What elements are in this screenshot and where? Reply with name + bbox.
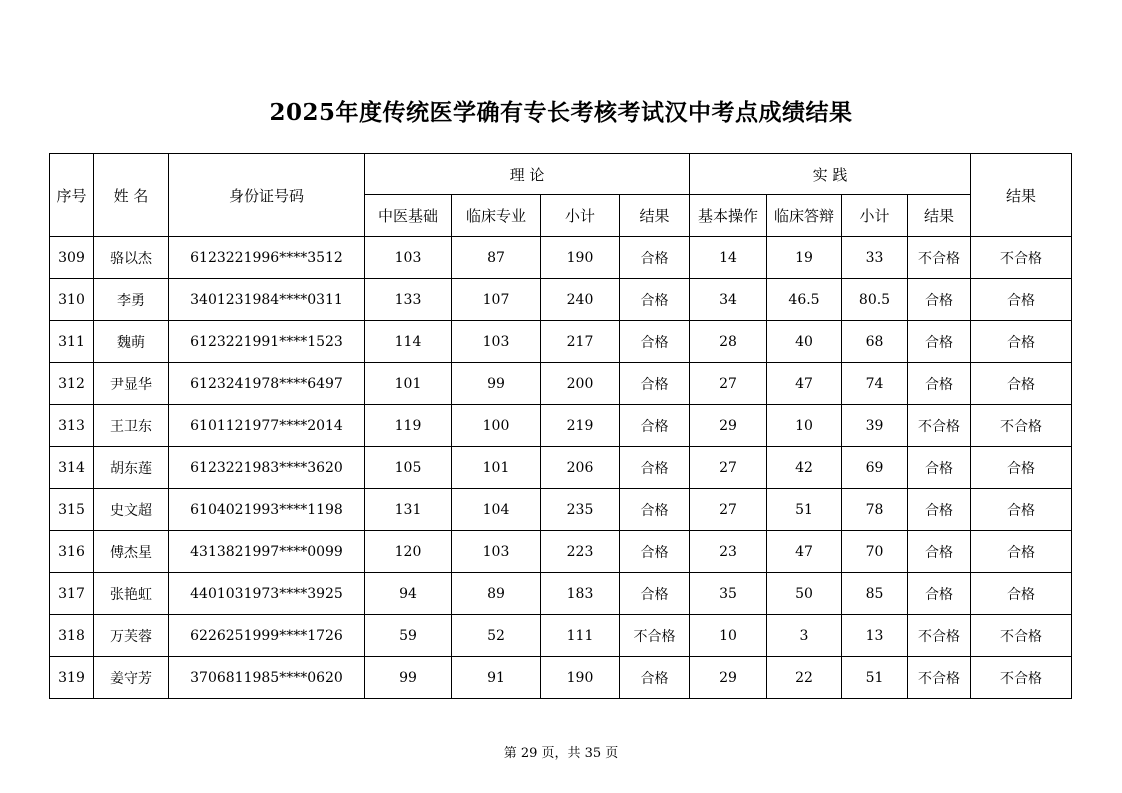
cell-practice-operation: 28 <box>690 321 767 363</box>
cell-practice-result: 合格 <box>908 489 971 531</box>
cell-practice-defense: 10 <box>767 405 842 447</box>
cell-practice-subtotal: 33 <box>842 237 908 279</box>
cell-theory-basic: 119 <box>365 405 452 447</box>
cell-theory-clinical: 52 <box>452 615 541 657</box>
cell-name: 王卫东 <box>94 405 169 447</box>
cell-seq: 318 <box>50 615 94 657</box>
header-theory: 理 论 <box>365 154 690 195</box>
table-row <box>50 321 1072 363</box>
cell-seq: 319 <box>50 657 94 699</box>
cell-theory-basic: 59 <box>365 615 452 657</box>
cell-practice-result: 不合格 <box>908 615 971 657</box>
cell-name: 张艳虹 <box>94 573 169 615</box>
cell-practice-subtotal: 13 <box>842 615 908 657</box>
cell-theory-result: 合格 <box>620 321 690 363</box>
header-final-result: 结果 <box>971 154 1072 237</box>
cell-name: 万芙蓉 <box>94 615 169 657</box>
cell-practice-defense: 46.5 <box>767 279 842 321</box>
cell-theory-basic: 133 <box>365 279 452 321</box>
cell-final-result: 不合格 <box>971 237 1072 279</box>
cell-name: 魏萌 <box>94 321 169 363</box>
cell-practice-result: 合格 <box>908 321 971 363</box>
cell-theory-result: 合格 <box>620 573 690 615</box>
cell-id: 4313821997****0099 <box>169 531 365 573</box>
cell-theory-clinical: 100 <box>452 405 541 447</box>
header-theory-clinical: 临床专业 <box>452 195 541 237</box>
cell-practice-operation: 34 <box>690 279 767 321</box>
cell-theory-basic: 114 <box>365 321 452 363</box>
cell-name: 尹显华 <box>94 363 169 405</box>
header-name: 姓 名 <box>94 154 169 237</box>
cell-theory-result: 合格 <box>620 447 690 489</box>
cell-practice-subtotal: 69 <box>842 447 908 489</box>
cell-theory-basic: 103 <box>365 237 452 279</box>
cell-theory-clinical: 107 <box>452 279 541 321</box>
cell-theory-clinical: 104 <box>452 489 541 531</box>
header-theory-basic: 中医基础 <box>365 195 452 237</box>
cell-practice-operation: 29 <box>690 657 767 699</box>
cell-theory-subtotal: 240 <box>541 279 620 321</box>
cell-practice-subtotal: 68 <box>842 321 908 363</box>
cell-final-result: 不合格 <box>971 615 1072 657</box>
page-number: 第 29 页，共 35 页 <box>503 746 619 761</box>
cell-theory-subtotal: 206 <box>541 447 620 489</box>
table-row <box>50 531 1072 573</box>
cell-theory-subtotal: 200 <box>541 363 620 405</box>
cell-name: 姜守芳 <box>94 657 169 699</box>
cell-practice-result: 不合格 <box>908 657 971 699</box>
cell-practice-defense: 42 <box>767 447 842 489</box>
header-id: 身份证号码 <box>169 154 365 237</box>
cell-theory-result: 不合格 <box>620 615 690 657</box>
cell-practice-subtotal: 78 <box>842 489 908 531</box>
cell-practice-defense: 50 <box>767 573 842 615</box>
cell-final-result: 合格 <box>971 573 1072 615</box>
cell-final-result: 合格 <box>971 279 1072 321</box>
header-practice-operation: 基本操作 <box>690 195 767 237</box>
cell-theory-result: 合格 <box>620 405 690 447</box>
cell-id: 6123221996****3512 <box>169 237 365 279</box>
cell-theory-result: 合格 <box>620 531 690 573</box>
cell-practice-result: 合格 <box>908 447 971 489</box>
cell-theory-basic: 94 <box>365 573 452 615</box>
cell-id: 6101121977****2014 <box>169 405 365 447</box>
cell-final-result: 合格 <box>971 321 1072 363</box>
table-row <box>50 279 1072 321</box>
cell-practice-result: 合格 <box>908 573 971 615</box>
cell-practice-operation: 29 <box>690 405 767 447</box>
cell-theory-basic: 105 <box>365 447 452 489</box>
table-row <box>50 405 1072 447</box>
cell-final-result: 合格 <box>971 489 1072 531</box>
cell-id: 4401031973****3925 <box>169 573 365 615</box>
cell-practice-defense: 22 <box>767 657 842 699</box>
table-row <box>50 237 1072 279</box>
cell-id: 6226251999****1726 <box>169 615 365 657</box>
cell-practice-defense: 47 <box>767 363 842 405</box>
cell-practice-result: 不合格 <box>908 237 971 279</box>
cell-theory-clinical: 89 <box>452 573 541 615</box>
cell-practice-defense: 3 <box>767 615 842 657</box>
cell-practice-result: 合格 <box>908 363 971 405</box>
cell-seq: 314 <box>50 447 94 489</box>
cell-theory-subtotal: 183 <box>541 573 620 615</box>
cell-theory-subtotal: 223 <box>541 531 620 573</box>
cell-practice-operation: 23 <box>690 531 767 573</box>
header-seq: 序号 <box>50 154 94 237</box>
cell-final-result: 合格 <box>971 363 1072 405</box>
cell-practice-result: 合格 <box>908 531 971 573</box>
cell-theory-subtotal: 190 <box>541 657 620 699</box>
cell-practice-subtotal: 70 <box>842 531 908 573</box>
table-row <box>50 447 1072 489</box>
cell-seq: 316 <box>50 531 94 573</box>
cell-seq: 310 <box>50 279 94 321</box>
cell-theory-clinical: 87 <box>452 237 541 279</box>
cell-id: 6123241978****6497 <box>169 363 365 405</box>
header-practice-result: 结果 <box>908 195 971 237</box>
cell-practice-operation: 27 <box>690 489 767 531</box>
table-row <box>50 615 1072 657</box>
cell-final-result: 不合格 <box>971 657 1072 699</box>
cell-theory-subtotal: 235 <box>541 489 620 531</box>
cell-seq: 312 <box>50 363 94 405</box>
cell-theory-basic: 131 <box>365 489 452 531</box>
table-row <box>50 573 1072 615</box>
cell-theory-result: 合格 <box>620 489 690 531</box>
cell-name: 胡东莲 <box>94 447 169 489</box>
table-row <box>50 657 1072 699</box>
cell-theory-clinical: 99 <box>452 363 541 405</box>
cell-theory-result: 合格 <box>620 363 690 405</box>
cell-name: 傅杰星 <box>94 531 169 573</box>
cell-practice-subtotal: 74 <box>842 363 908 405</box>
cell-final-result: 合格 <box>971 531 1072 573</box>
cell-theory-clinical: 91 <box>452 657 541 699</box>
cell-name: 骆以杰 <box>94 237 169 279</box>
cell-practice-defense: 47 <box>767 531 842 573</box>
score-table <box>49 153 1072 699</box>
cell-practice-defense: 51 <box>767 489 842 531</box>
cell-theory-subtotal: 219 <box>541 405 620 447</box>
cell-final-result: 合格 <box>971 447 1072 489</box>
header-theory-subtotal: 小计 <box>541 195 620 237</box>
cell-theory-clinical: 103 <box>452 321 541 363</box>
cell-practice-operation: 27 <box>690 447 767 489</box>
cell-seq: 315 <box>50 489 94 531</box>
cell-practice-result: 不合格 <box>908 405 971 447</box>
cell-seq: 311 <box>50 321 94 363</box>
cell-practice-operation: 27 <box>690 363 767 405</box>
cell-practice-subtotal: 85 <box>842 573 908 615</box>
cell-practice-defense: 19 <box>767 237 842 279</box>
cell-theory-subtotal: 217 <box>541 321 620 363</box>
cell-theory-result: 合格 <box>620 657 690 699</box>
header-practice-defense: 临床答辩 <box>767 195 842 237</box>
cell-id: 3706811985****0620 <box>169 657 365 699</box>
cell-theory-result: 合格 <box>620 237 690 279</box>
cell-theory-result: 合格 <box>620 279 690 321</box>
cell-id: 6104021993****1198 <box>169 489 365 531</box>
header-theory-result: 结果 <box>620 195 690 237</box>
table-row <box>50 363 1072 405</box>
cell-seq: 317 <box>50 573 94 615</box>
cell-practice-operation: 35 <box>690 573 767 615</box>
cell-practice-subtotal: 39 <box>842 405 908 447</box>
page-title: 2025年度传统医学确有专长考核考试汉中考点成绩结果 <box>269 99 853 126</box>
cell-practice-subtotal: 80.5 <box>842 279 908 321</box>
cell-final-result: 不合格 <box>971 405 1072 447</box>
cell-id: 3401231984****0311 <box>169 279 365 321</box>
cell-name: 李勇 <box>94 279 169 321</box>
cell-theory-subtotal: 190 <box>541 237 620 279</box>
cell-name: 史文超 <box>94 489 169 531</box>
cell-theory-basic: 120 <box>365 531 452 573</box>
cell-seq: 309 <box>50 237 94 279</box>
header-row-top <box>50 154 1072 195</box>
header-practice-subtotal: 小计 <box>842 195 908 237</box>
cell-theory-subtotal: 111 <box>541 615 620 657</box>
table-row <box>50 489 1072 531</box>
cell-id: 6123221991****1523 <box>169 321 365 363</box>
cell-practice-subtotal: 51 <box>842 657 908 699</box>
header-practice: 实 践 <box>690 154 971 195</box>
cell-theory-clinical: 103 <box>452 531 541 573</box>
cell-practice-defense: 40 <box>767 321 842 363</box>
cell-theory-clinical: 101 <box>452 447 541 489</box>
cell-practice-result: 合格 <box>908 279 971 321</box>
cell-practice-operation: 14 <box>690 237 767 279</box>
cell-theory-basic: 101 <box>365 363 452 405</box>
cell-id: 6123221983****3620 <box>169 447 365 489</box>
cell-theory-basic: 99 <box>365 657 452 699</box>
cell-seq: 313 <box>50 405 94 447</box>
cell-practice-operation: 10 <box>690 615 767 657</box>
